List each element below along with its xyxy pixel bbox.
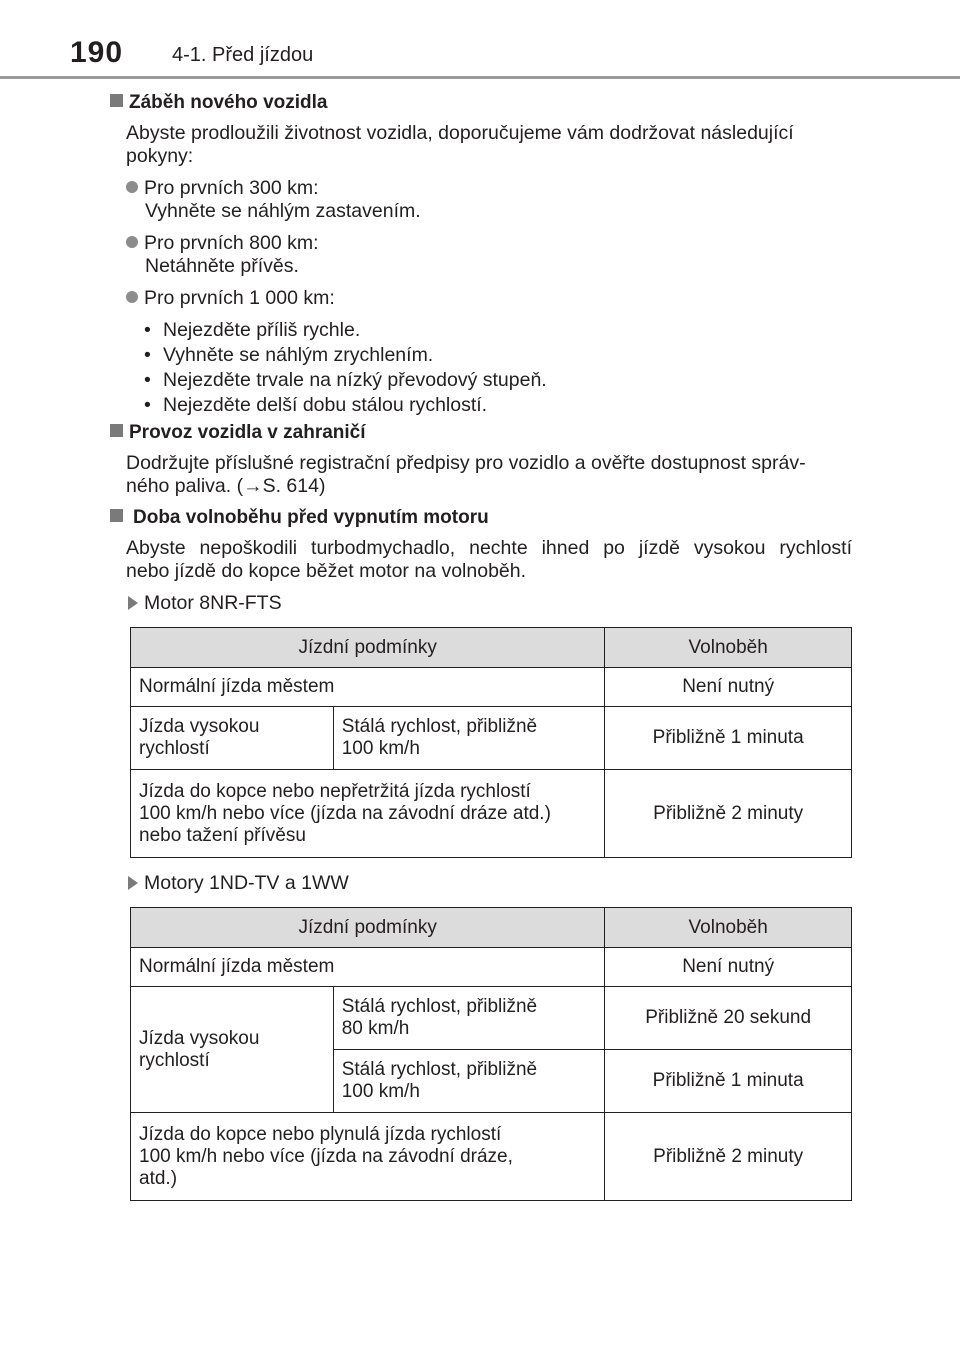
engine-label-1nd-1ww: Motory 1ND-TV a 1WW [128, 872, 349, 895]
cell-value: Přibližně 1 minuta [605, 707, 852, 770]
cell-subcondition: Stálá rychlost, přibližně 80 km/h [333, 987, 605, 1050]
break-in-bullets [144, 318, 547, 418]
table-row [131, 707, 852, 770]
section-heading-abroad: Provoz vozidla v zahraničí [110, 422, 366, 444]
idle-table-1nd-1ww [130, 907, 852, 1201]
chapter-title: 4-1. Před jízdou [172, 44, 314, 66]
bullet-item: • Nejezděte trvale na nízký převodový stupeň. [144, 368, 547, 393]
header-idle: Volnoběh [605, 628, 852, 668]
circle-bullet-icon [126, 291, 138, 303]
square-bullet-icon [110, 94, 123, 107]
section-heading-idle: Doba volnoběhu před vypnutím motoru [110, 507, 489, 529]
square-bullet-icon [110, 509, 123, 522]
header-divider [0, 76, 960, 79]
list-item: Pro prvních 800 km: Netáhněte přívěs. [126, 232, 319, 278]
engine-label-8nr: Motor 8NR-FTS [128, 592, 282, 615]
bullet-item: • Nejezděte příliš rychle. [144, 318, 547, 343]
table-row [131, 987, 852, 1050]
cell-subcondition: Stálá rychlost, přibližně 100 km/h [333, 1050, 605, 1113]
idle-text: Abyste nepoškodili turbodmychadlo, nechte ihned po jízdě vysokou rychlostí nebo jízdě do kopce běžet motor na volnoběh. [126, 537, 852, 582]
table-row [131, 948, 852, 987]
cell-condition: Normální jízda městem [131, 948, 605, 987]
table-row [131, 1113, 852, 1201]
triangle-arrow-icon [128, 596, 138, 610]
square-bullet-icon [110, 424, 123, 437]
page-header [0, 0, 960, 80]
header-idle: Volnoběh [605, 908, 852, 948]
cell-value: Není nutný [605, 948, 852, 987]
list-item: Pro prvních 1 000 km: [126, 287, 335, 310]
bullet-item: • Vyhněte se náhlým zrychlením. [144, 343, 547, 368]
table-header-row [131, 628, 852, 668]
abroad-text: Dodržujte příslušné registrační předpisy pro vozidlo a ověřte dostupnost správ- ného paliva. (→S. 614) [126, 452, 806, 497]
cell-condition: Normální jízda městem [131, 668, 605, 707]
cell-subcondition: Stálá rychlost, přibližně 100 km/h [333, 707, 605, 770]
cell-value: Přibližně 2 minuty [605, 770, 852, 858]
table-row [131, 770, 852, 858]
section-heading-break-in: Záběh nového vozidla [110, 92, 327, 114]
list-item: Pro prvních 300 km: Vyhněte se náhlým zastavením. [126, 177, 421, 223]
table-row [131, 668, 852, 707]
cell-condition: Jízda do kopce nebo plynulá jízda rychlostí 100 km/h nebo více (jízda na závodní dráze, atd.) [131, 1113, 605, 1201]
cell-value: Přibližně 2 minuty [605, 1113, 852, 1201]
cell-value: Přibližně 1 minuta [605, 1050, 852, 1113]
header-conditions: Jízdní podmínky [131, 908, 605, 948]
circle-bullet-icon [126, 236, 138, 248]
bullet-item: • Nejezděte delší dobu stálou rychlostí. [144, 393, 547, 418]
circle-bullet-icon [126, 181, 138, 193]
cell-value: Není nutný [605, 668, 852, 707]
cell-condition: Jízda vysokou rychlostí [131, 987, 334, 1113]
cell-condition: Jízda do kopce nebo nepřetržitá jízda rychlostí 100 km/h nebo více (jízda na závodní dráze atd.) nebo tažení přívěsu [131, 770, 605, 858]
header-conditions: Jízdní podmínky [131, 628, 605, 668]
idle-table-8nr [130, 627, 852, 858]
cell-condition: Jízda vysokou rychlostí [131, 707, 334, 770]
break-in-intro: Abyste prodloužili životnost vozidla, doporučujeme vám dodržovat následující pokyny: [126, 122, 794, 167]
cell-value: Přibližně 20 sekund [605, 987, 852, 1050]
table-header-row [131, 908, 852, 948]
triangle-arrow-icon [128, 876, 138, 890]
page-number: 190 [70, 36, 124, 69]
